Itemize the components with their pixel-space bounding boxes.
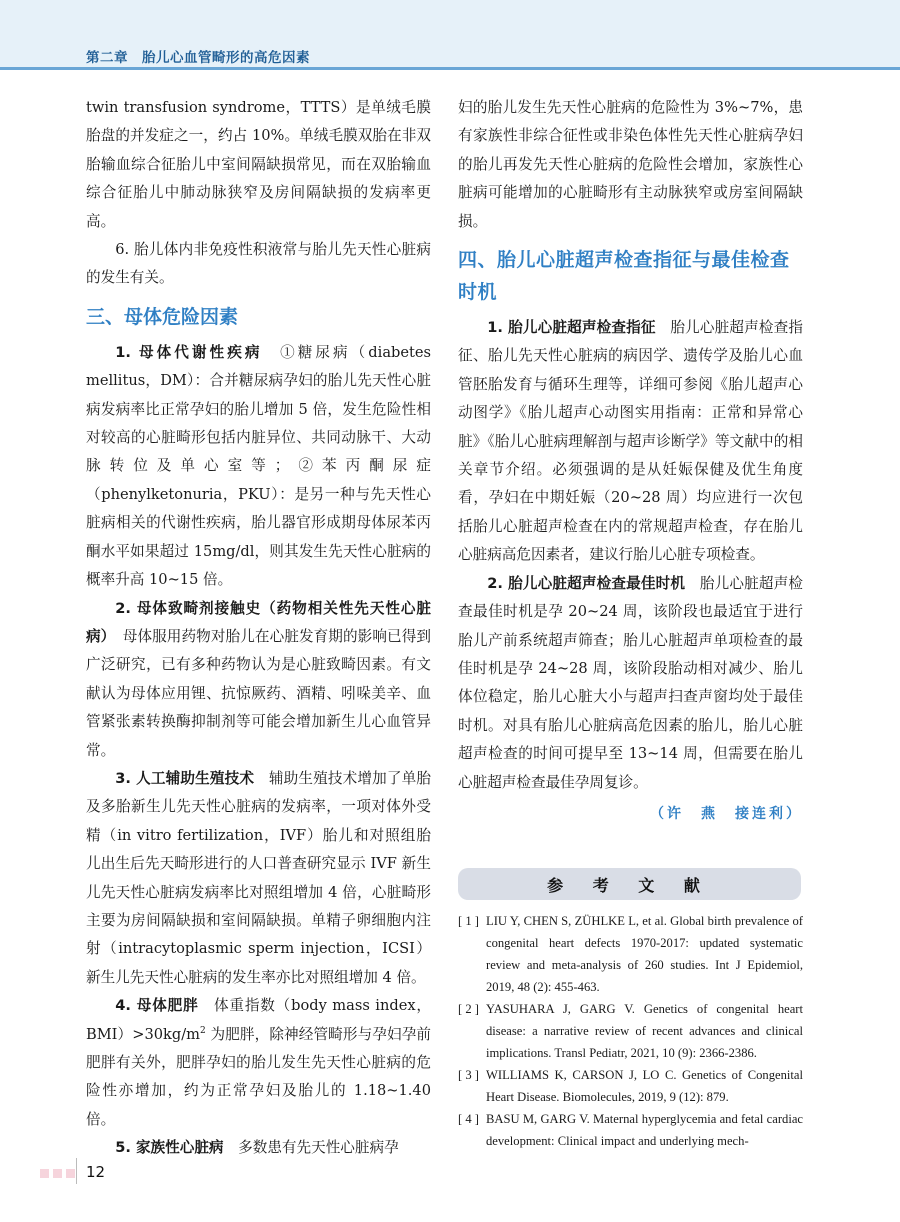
paragraph-maternal-obesity bbox=[86, 992, 431, 1134]
paragraph-maternal-metabolic bbox=[86, 339, 431, 595]
reference-text: LIU Y, CHEN S, ZÜHLKE L, et al. Global birth prevalence of congenital heart defects 1970-2017: updated systematic review and meta-analysis of 260 studies. Int J Epidemiol, 2019, 48 (2): 455-463. bbox=[486, 914, 803, 994]
page-number: 12 bbox=[86, 1163, 106, 1181]
item-lead: 1. 母体代谢性疾病 bbox=[115, 343, 263, 361]
section-3-title: 三、母体危险因素 bbox=[86, 305, 239, 328]
paragraph-echo-timing bbox=[458, 570, 803, 797]
paragraph-item-6: 6. 胎儿体内非免疫性积液常与胎儿先天性心脏病的发生有关。 bbox=[86, 241, 431, 287]
superscript: 2 bbox=[200, 1025, 206, 1036]
left-column bbox=[86, 94, 431, 1163]
item-text: 胎儿心脏超声检查指征、胎儿先天性心脏病的病因学、遗传学及胎儿心血管胚胎发育与循环生理等，详细可参阅《胎儿超声心动图学》《胎儿超声心动图实用指南：正常和异常心脏》《胎儿心脏病理解剖与超声诊断学》等文献中的相关章节介绍。必须强调的是从妊娠保健及优生角度看，孕妇在中期妊娠（20~28 周）均应进行一次包括胎儿心脏超声检查在内的常规超声检查，存在胎儿心脏病高危因素者，建议行胎儿心脏专项检查。 bbox=[458, 319, 803, 564]
item-text: 胎儿心脏超声检查最佳时机是孕 20~24 周，该阶段也最适宜于进行胎儿产前系统超声筛查；胎儿心脏超声单项检查的最佳时机是孕 24~28 周，该阶段胎动相对减少、胎儿体位稳定，胎儿心脏大小与超声扫查声窗均处于最佳时机。对具有胎儿心脏病高危因素的胎儿，胎儿心脏超声检查的时间可提早至 13~14 周，但需要在胎儿心脏超声检查最佳孕周复诊。 bbox=[458, 574, 803, 791]
chapter-header bbox=[0, 0, 900, 70]
item-lead: 5. 家族性心脏病 bbox=[115, 1139, 224, 1157]
reference-list bbox=[458, 910, 803, 1152]
item-lead: 1. 胎儿心脏超声检查指征 bbox=[487, 319, 656, 337]
references-title: 参 考 文 献 bbox=[547, 875, 712, 895]
item-lead: 2. 胎儿心脏超声检查最佳时机 bbox=[487, 574, 686, 592]
author-line: （许 燕 接连利） bbox=[650, 805, 803, 822]
paragraph-familial-heart-disease bbox=[86, 1134, 431, 1162]
item-lead: 3. 人工辅助生殖技术 bbox=[115, 769, 255, 787]
reference-text: YASUHARA J, GARG V. Genetics of congenital heart disease: a narrative review of recent advances and clinical implications. Transl Pediatr, 2021, 10 (9): 2366-2386. bbox=[486, 1002, 803, 1060]
paragraph-echo-indications bbox=[458, 314, 803, 570]
reference-number: [ 1 ] bbox=[458, 914, 479, 928]
paragraph-continued: twin transfusion syndrome，TTTS）是单绒毛膜胎盘的并发症之一，约占 10%。单绒毛膜双胎在非双胎输血综合征胎儿中室间隔缺损常见，而在双胎输血综合征胎儿中肺动脉狭窄及房间隔缺损的发病率更高。 bbox=[86, 99, 431, 230]
item-lead: 2. 母体致畸剂接触史（药物相关性先天性心脏病） bbox=[86, 599, 431, 645]
paragraph-assisted-reproduction bbox=[86, 765, 431, 992]
item-text: 多数患有先天性心脏病孕 bbox=[238, 1139, 399, 1157]
reference-number: [ 4 ] bbox=[458, 1112, 479, 1126]
item-text: 母体服用药物对胎儿在心脏发育期的影响已得到广泛研究，已有多种药物认为是心脏致畸因素。有文献认为母体应用锂、抗惊厥药、酒精、吲哚美辛、血管紧张素转换酶抑制剂等可能会增加新生儿心血管异常。 bbox=[86, 627, 431, 759]
right-column bbox=[458, 94, 803, 829]
item-lead: 4. 母体肥胖 bbox=[115, 997, 199, 1015]
reference-number: [ 3 ] bbox=[458, 1068, 479, 1082]
item-text: 为肥胖，除神经管畸形与孕妇孕前肥胖有关外，肥胖孕妇的胎儿发生先天性心脏病的危险性亦增加，约为正常孕妇及胎儿的 1.18~1.40 倍。 bbox=[86, 1025, 432, 1128]
paragraph-teratogen-exposure bbox=[86, 595, 431, 765]
reference-item bbox=[458, 910, 803, 998]
reference-text: BASU M, GARG V. Maternal hyperglycemia and fetal cardiac development: Clinical impact and underlying mech- bbox=[486, 1112, 803, 1148]
reference-item bbox=[458, 1064, 803, 1108]
reference-text: WILLIAMS K, CARSON J, LO C. Genetics of Congenital Heart Disease. Biomolecules, 2019, 9 (12): 879. bbox=[486, 1068, 803, 1104]
page-decoration bbox=[40, 1169, 75, 1178]
references-title-banner bbox=[458, 868, 801, 900]
item-text: ①糖尿病（diabetes mellitus，DM）：合并糖尿病孕妇的胎儿先天性心脏病发病率比正常孕妇的胎儿增加 5 倍，发生危险性相对较高的心脏畸形包括内脏异位、共同动脉干、大动脉转位及单心室等；②苯丙酮尿症（phenylketonuria，PKU）：是另一种与先天性心脏病相关的代谢性疾病，胎儿器官形成期母体尿苯丙酮水平如果超过 15mg/dl，则其发生先天性心脏病的概率升高 10~15 倍。 bbox=[86, 343, 431, 589]
paragraph-continued: 妇的胎儿发生先天性心脏病的危险性为 3%~7%，患有家族性非综合征性或非染色体性先天性心脏病孕妇的胎儿再发先天性心脏病的危险性会增加，家族性心脏病可能增加的心脏畸形有主动脉狭窄或房室间隔缺损。 bbox=[458, 99, 803, 230]
reference-item bbox=[458, 1108, 803, 1152]
reference-item bbox=[458, 998, 803, 1064]
page-number-divider bbox=[76, 1158, 77, 1184]
item-text: 辅助生殖技术增加了单胎及多胎新生儿先天性心脏病的发病率，一项对体外受精（in vitro fertilization，IVF）胎儿和对照组胎儿出生后先天畸形进行的人口普查研究显示 IVF 新生儿先天性心脏病发病率比对照组增加 4 倍，心脏畸形主要为房间隔缺损和室间隔缺损。单精子卵细胞内注射（intracytoplasmic sperm injection，ICSI）新生儿先天性心脏病的发生率亦比对照组增加 4 倍。 bbox=[86, 769, 431, 986]
reference-number: [ 2 ] bbox=[458, 1002, 479, 1016]
chapter-title: 第二章 胎儿心血管畸形的高危因素 bbox=[86, 50, 310, 66]
section-4-title: 四、胎儿心脏超声检查指征与最佳检查时机 bbox=[458, 249, 790, 304]
item-text: 体重指数（body mass index，BMI）>30kg/m bbox=[86, 997, 431, 1043]
